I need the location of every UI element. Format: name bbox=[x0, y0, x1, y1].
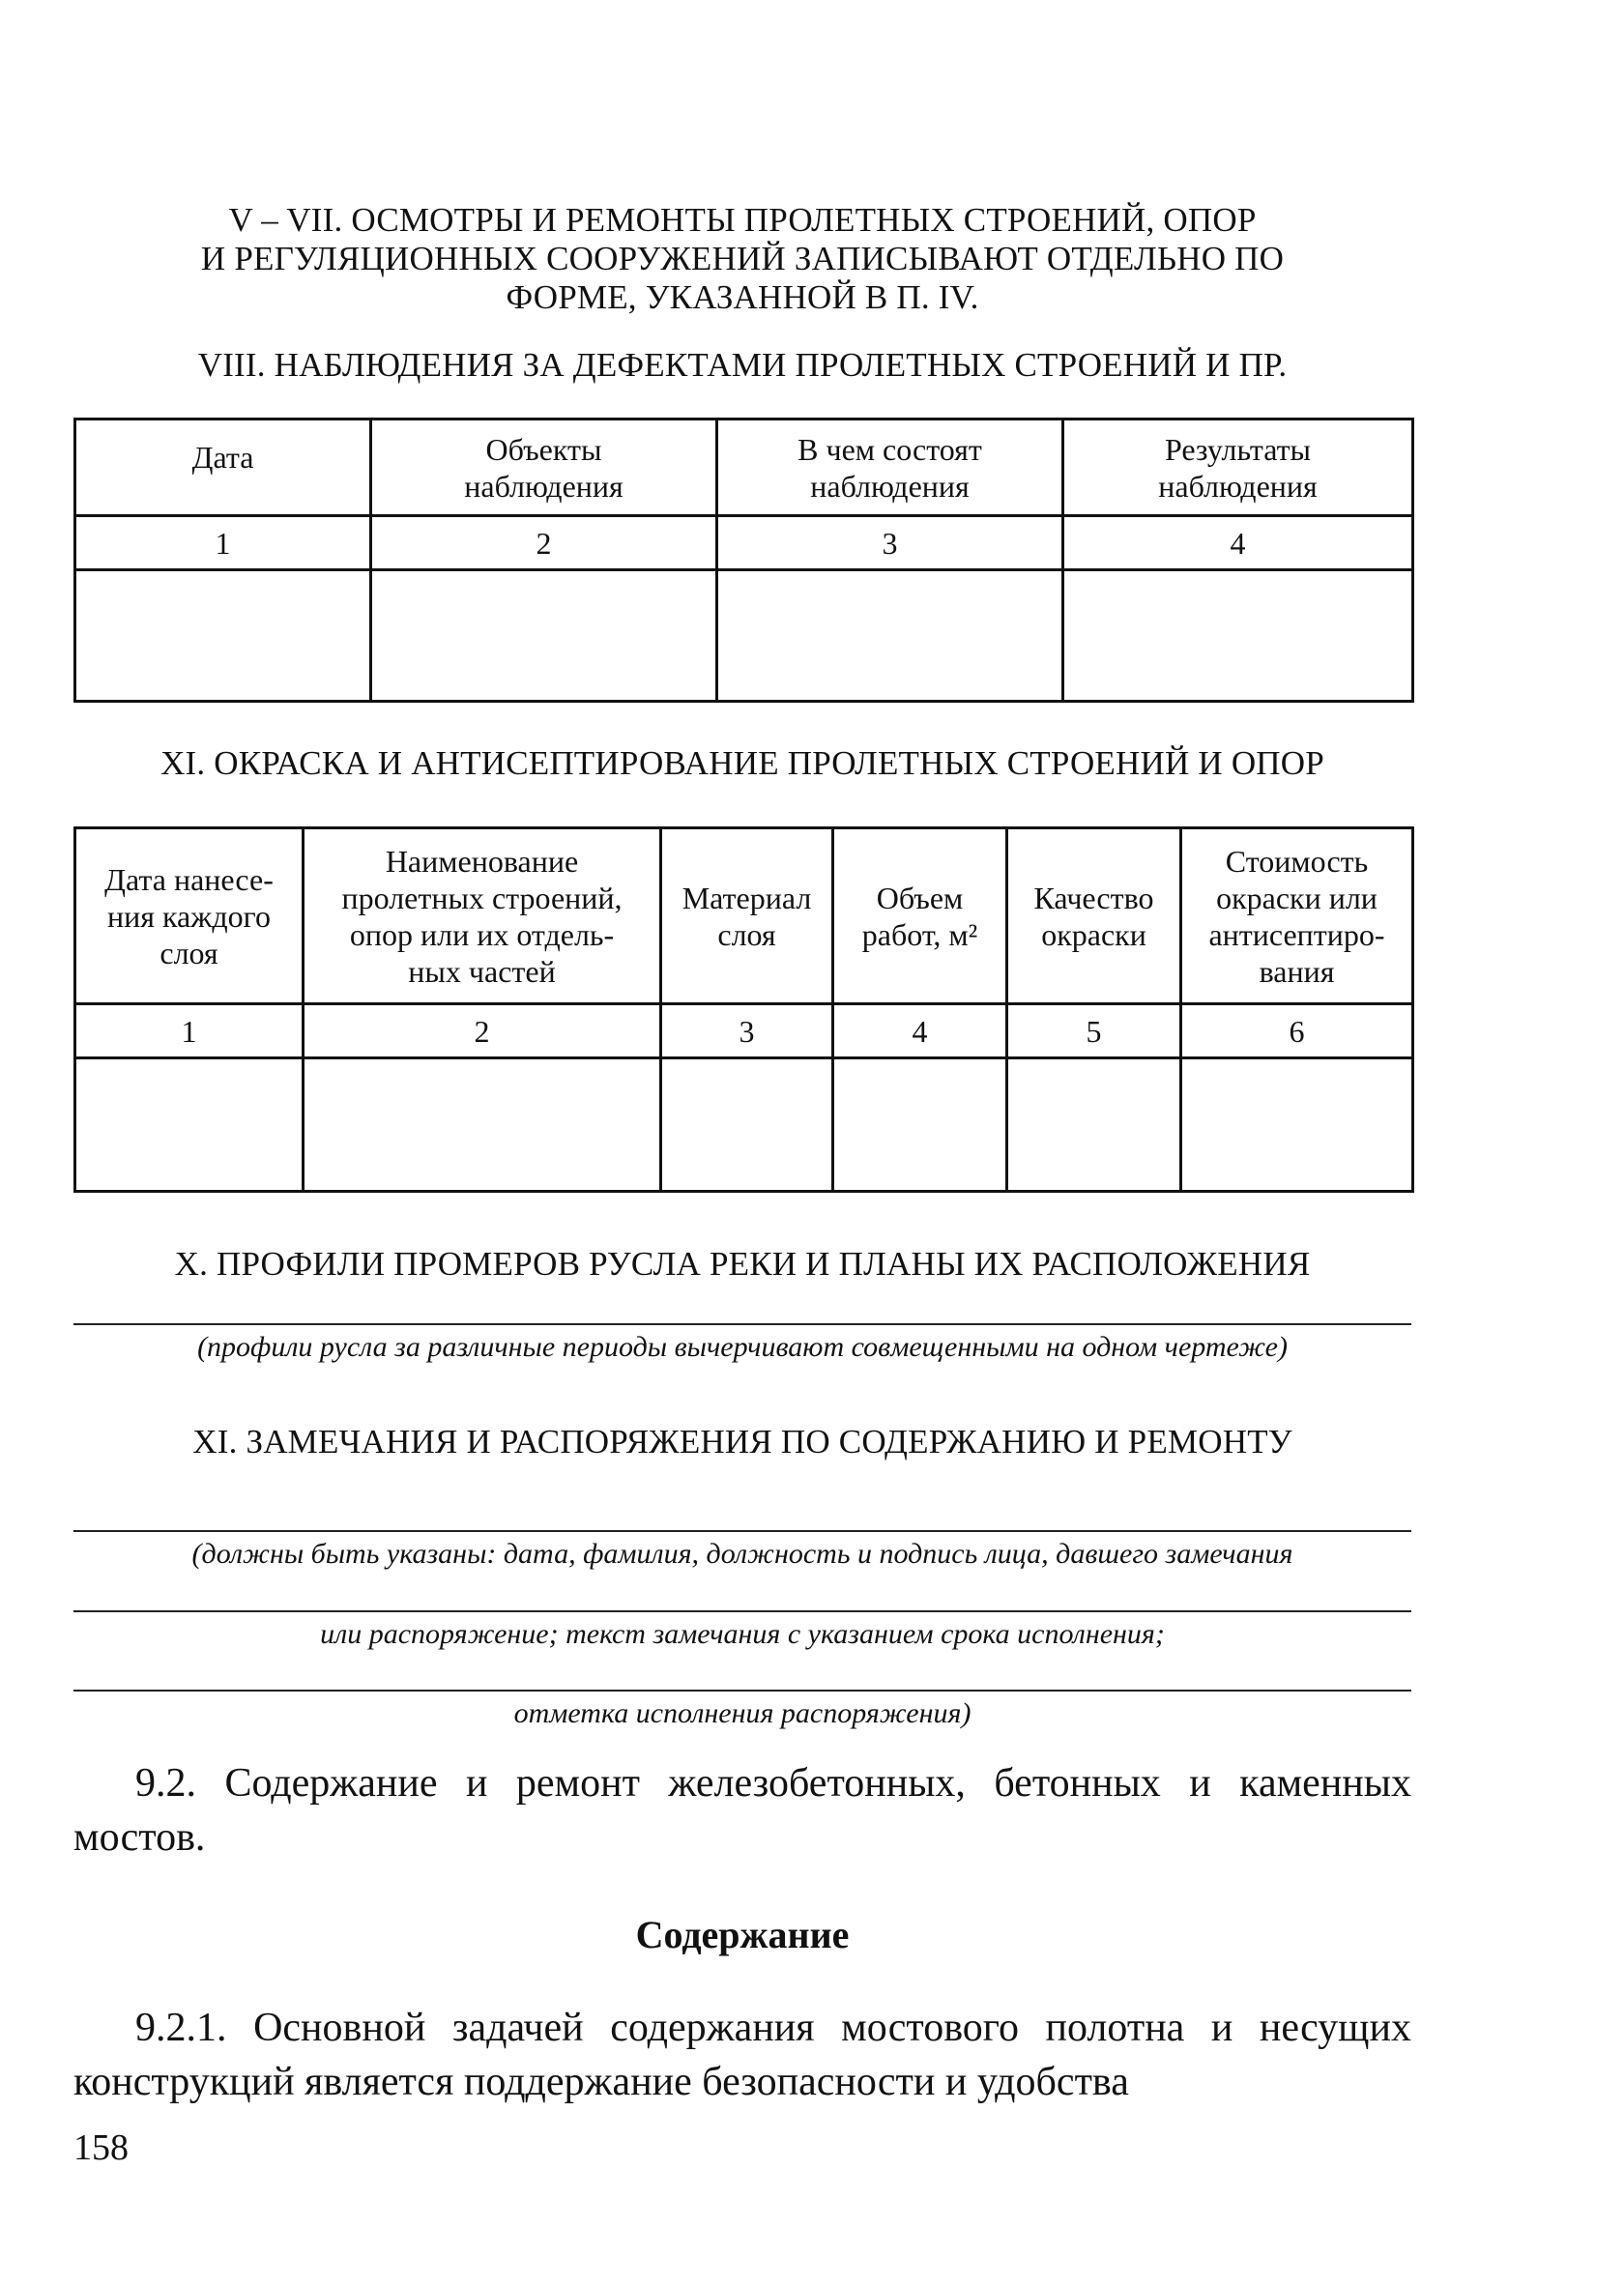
header-line: работ, м² bbox=[861, 916, 978, 952]
painting-header-date bbox=[75, 828, 304, 1004]
entry-cell[interactable] bbox=[717, 570, 1063, 702]
header-line: вания bbox=[1259, 953, 1335, 989]
entry-cell[interactable] bbox=[1181, 1058, 1413, 1192]
paragraph-9-2-1 bbox=[73, 2001, 1411, 2109]
column-number: 6 bbox=[1181, 1004, 1413, 1058]
fill-line[interactable] bbox=[73, 1323, 1411, 1325]
header-line: Объем bbox=[876, 880, 964, 915]
heading-xi-painting: XI. ОКРАСКА И АНТИСЕПТИРОВАНИЕ ПРОЛЕТНЫХ СТРОЕНИЙ И ОПОР bbox=[160, 744, 1324, 782]
header-line: Объекты bbox=[485, 431, 602, 467]
painting-header-cost bbox=[1181, 828, 1413, 1004]
column-number: 2 bbox=[371, 516, 717, 570]
page-number: 158 bbox=[73, 2127, 129, 2168]
header-line: Стоимость bbox=[1225, 843, 1369, 879]
heading-v-vii bbox=[73, 201, 1411, 317]
paragraph-9-2-1-text: 9.2.1. Основной задачей содержания мостового полотна и несущих конструкций является поддержание безопасности и удобства bbox=[73, 2006, 1411, 2104]
heading-viii: VIII. НАБЛЮДЕНИЯ ЗА ДЕФЕКТАМИ ПРОЛЕТНЫХ СТРОЕНИЙ И ПР. bbox=[197, 346, 1288, 384]
header-line: наблюдения bbox=[1158, 468, 1318, 504]
observations-table bbox=[73, 418, 1414, 703]
heading-xi-remarks: XI. ЗАМЕЧАНИЯ И РАСПОРЯЖЕНИЯ ПО СОДЕРЖАНИЮ И РЕМОНТУ bbox=[192, 1423, 1292, 1461]
header-line: окраски или bbox=[1216, 880, 1378, 915]
subheading-soderzhanie: Содержание bbox=[635, 1913, 850, 1956]
observations-header-row bbox=[75, 419, 1413, 516]
header-line: Материал bbox=[682, 880, 812, 915]
entry-cell[interactable] bbox=[75, 1058, 304, 1192]
paragraph-9-2-text: 9.2. Содержание и ремонт железобетонных, бетонных и каменных мостов. bbox=[73, 1761, 1411, 1860]
header-line: наблюдения bbox=[464, 468, 624, 504]
heading-v-vii-line-2: И РЕГУЛЯЦИОННЫХ СООРУЖЕНИЙ ЗАПИСЫВАЮТ ОТДЕЛЬНО ПО bbox=[200, 240, 1285, 277]
column-number: 5 bbox=[1007, 1004, 1181, 1058]
entry-cell[interactable] bbox=[75, 570, 371, 702]
header-line: В чем состоят bbox=[798, 431, 982, 467]
column-number: 3 bbox=[661, 1004, 833, 1058]
heading-v-vii-line-1: V – VII. ОСМОТРЫ И РЕМОНТЫ ПРОЛЕТНЫХ СТРОЕНИЙ, ОПОР bbox=[228, 201, 1257, 239]
header-line: Результаты bbox=[1164, 431, 1312, 467]
observations-number-row bbox=[75, 516, 1413, 570]
column-number: 2 bbox=[304, 1004, 661, 1058]
column-number: 4 bbox=[833, 1004, 1007, 1058]
fill-line[interactable] bbox=[73, 1690, 1411, 1692]
header-line: наблюдения bbox=[810, 468, 970, 504]
fill-line[interactable] bbox=[73, 1610, 1411, 1612]
header-line: слоя bbox=[160, 935, 218, 970]
column-number: 3 bbox=[717, 516, 1063, 570]
heading-x: X. ПРОФИЛИ ПРОМЕРОВ РУСЛА РЕКИ И ПЛАНЫ ИХ РАСПОЛОЖЕНИЯ bbox=[174, 1245, 1311, 1283]
header-line: ния каждого bbox=[107, 898, 271, 934]
header-line: окраски bbox=[1041, 916, 1146, 952]
header-line: Дата bbox=[191, 439, 254, 475]
header-line: Наименование bbox=[385, 843, 579, 879]
observations-header-date bbox=[75, 419, 371, 516]
painting-number-row bbox=[75, 1004, 1413, 1058]
painting-header-row bbox=[75, 828, 1413, 1004]
entry-cell[interactable] bbox=[661, 1058, 833, 1192]
header-line: Качество bbox=[1033, 880, 1154, 915]
header-line: ных частей bbox=[408, 953, 556, 989]
header-line: антисептиро- bbox=[1208, 916, 1385, 952]
header-line: опор или их отдель- bbox=[349, 916, 615, 952]
painting-entry-row bbox=[75, 1058, 1413, 1192]
header-line: пролетных строений, bbox=[341, 880, 623, 915]
observations-entry-row bbox=[75, 570, 1413, 702]
entry-cell[interactable] bbox=[1007, 1058, 1181, 1192]
heading-v-vii-line-3: ФОРМЕ, УКАЗАННОЙ В П. IV. bbox=[506, 278, 979, 316]
entry-cell[interactable] bbox=[1063, 570, 1413, 702]
column-number: 1 bbox=[75, 516, 371, 570]
column-number: 4 bbox=[1063, 516, 1413, 570]
observations-header-objects bbox=[371, 419, 717, 516]
entry-cell[interactable] bbox=[371, 570, 717, 702]
painting-header-quality bbox=[1007, 828, 1181, 1004]
painting-table bbox=[73, 826, 1414, 1193]
note-xi-line-1: (должны быть указаны: дата, фамилия, должность и подпись лица, давшего замечания bbox=[191, 1538, 1293, 1570]
painting-header-name bbox=[304, 828, 661, 1004]
paragraph-9-2 bbox=[73, 1756, 1411, 1865]
note-xi-line-2: или распоряжение; текст замечания с указанием срока исполнения; bbox=[320, 1618, 1165, 1650]
fill-line[interactable] bbox=[73, 1530, 1411, 1532]
painting-header-volume bbox=[833, 828, 1007, 1004]
entry-cell[interactable] bbox=[833, 1058, 1007, 1192]
column-number: 1 bbox=[75, 1004, 304, 1058]
painting-header-material bbox=[661, 828, 833, 1004]
header-line: Дата нанесе- bbox=[104, 861, 274, 897]
note-x: (профили русла за различные периоды вычерчивают совмещенными на одном чертеже) bbox=[197, 1331, 1288, 1363]
observations-header-content bbox=[717, 419, 1063, 516]
observations-header-results bbox=[1063, 419, 1413, 516]
note-xi-line-3: отметка исполнения распоряжения) bbox=[513, 1697, 972, 1729]
entry-cell[interactable] bbox=[304, 1058, 661, 1192]
header-line: слоя bbox=[717, 916, 776, 952]
